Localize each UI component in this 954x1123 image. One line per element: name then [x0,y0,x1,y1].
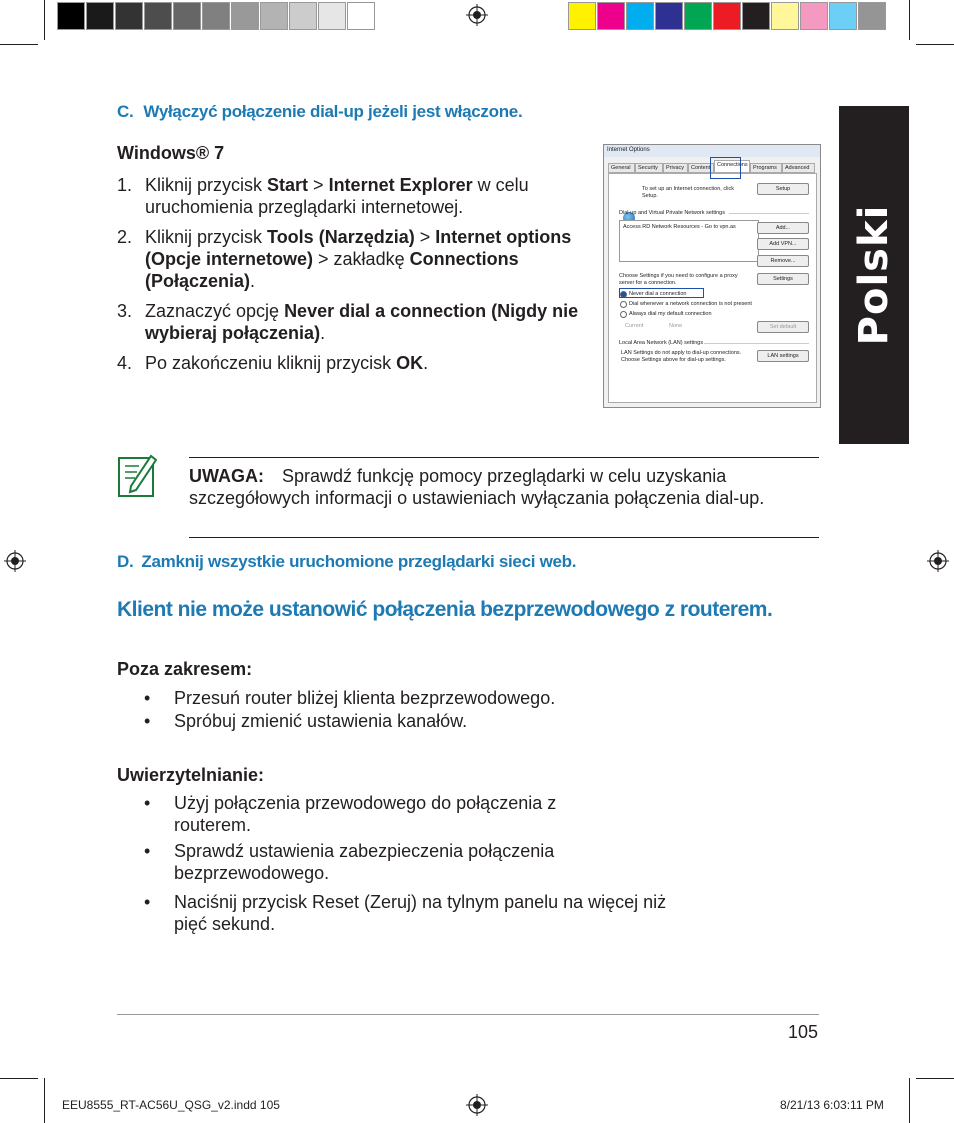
registration-mark-icon [466,4,488,26]
color-swatch [742,2,770,30]
section-d-text: Zamknij wszystkie uruchomione przeglądarki sieci web. [141,552,577,571]
add-vpn-button: Add VPN... [757,238,809,250]
connection-list-item: Access RD Network Resources - Go to vpn.as [623,224,736,230]
step-item [117,226,597,292]
color-swatch [713,2,741,30]
tab-security: Security [635,163,663,173]
color-swatch [568,2,596,30]
color-swatch [597,2,625,30]
step-emphasis: Never dial a connection (Nigdy nie wybieraj połączenia) [145,301,579,343]
main-heading: Klient nie może ustanowić połączenia bezprzewodowego z routerem. [117,598,773,621]
current-value: None [669,323,683,329]
crop-mark [916,1078,954,1079]
step-number: 4. [117,353,133,373]
note-bottom-rule [189,537,819,538]
page-number: 105 [788,1022,819,1042]
dialog-title: Internet Options [607,147,650,153]
crop-mark [44,0,45,40]
radio-dial-whenever [620,301,627,308]
add-button: Add... [757,222,809,234]
step-item [117,300,597,344]
section-d-label: D. [117,552,134,571]
settings-button: Settings [757,273,809,285]
section-c-text: Wyłączyć połączenie dial-up jeżeli jest włączone. [143,102,523,121]
step-run: Kliknij przycisk [145,175,268,195]
internet-options-screenshot [603,144,821,408]
step-run: Po zakończeniu kliknij przycisk [145,353,397,373]
tab-programs: Programs [750,163,782,173]
radio-always-dial [620,311,627,318]
crop-mark [44,1078,45,1123]
note-top-rule [189,457,819,458]
dialog-titlebar [604,145,820,157]
set-default-button: Set default [757,321,809,333]
language-tab-label: Polski [851,204,897,346]
never-dial-highlight [619,288,704,298]
tab-content: Content [688,163,714,173]
bullet-item [144,792,614,836]
setup-button: Setup [757,183,809,195]
bullet: • [144,793,151,813]
crop-mark [909,0,910,40]
color-swatch [260,2,288,30]
color-swatch [289,2,317,30]
windows-heading: Windows® 7 [117,143,225,163]
step-emphasis: Internet Explorer [328,175,473,195]
step-run: w celu uruchomienia przeglądarki internetowej. [145,175,529,217]
registration-mark-icon [4,550,26,572]
crop-mark [0,1078,38,1079]
lan-heading: Local Area Network (LAN) settings [619,340,704,346]
step-text [145,227,571,291]
slug-filename: EEU8555_RT-AC56U_QSG_v2.indd 105 [62,1098,280,1112]
step-run: Kliknij przycisk [145,227,268,247]
step-run: > zakładkę [313,249,410,269]
choose-text-2: server for a connection. [619,280,677,286]
color-swatch [231,2,259,30]
color-swatch [829,2,857,30]
step-emphasis: Connections (Połączenia) [145,249,519,291]
step-text [145,301,578,343]
registration-mark-icon [927,550,949,572]
crop-mark [916,44,954,45]
step-emphasis: Internet options (Opcje internetowe) [145,227,572,269]
bullet: • [144,688,151,708]
bullet-text: Spróbuj zmienić ustawienia kanałów. [174,711,468,731]
note-label: UWAGA: [189,466,264,486]
setup-text-1: To set up an Internet connection, click [642,186,735,192]
step-text [145,175,529,217]
tab-advanced: Advanced [782,163,815,173]
step-item [117,352,597,374]
step-number: 3. [117,301,133,321]
color-swatch [626,2,654,30]
tab-general: General [608,163,635,173]
color-swatch [173,2,201,30]
section-c-heading [117,102,522,122]
slug-timestamp: 8/21/13 6:03:11 PM [780,1098,884,1112]
connection-list [619,220,759,262]
radio-always-dial-label: Always dial my default connection [629,311,712,317]
section-c-label: C. [117,102,134,121]
color-swatch [202,2,230,30]
tab-privacy: Privacy [663,163,688,173]
step-list [117,174,597,382]
color-swatch [347,2,375,30]
step-run: > [414,227,436,247]
bullet-text: Naciśnij przycisk Reset (Zeruj) na tylnym panelu na więcej niż pięć sekund. [174,892,667,934]
note-text: Sprawdź funkcję pomocy przeglądarki w celu uzyskania szczegółowych informacji o ustawieniach wyłączania połączenia dial-up. [189,466,765,508]
step-number: 2. [117,227,133,247]
dialup-heading: Dial-up and Virtual Private Network settings [619,210,725,216]
step-run: . [423,353,429,373]
color-swatch [144,2,172,30]
bullet-item [144,840,614,884]
color-swatch [655,2,683,30]
color-swatch [858,2,886,30]
setup-text-2: Setup. [642,193,658,199]
connections-tab-highlight [710,157,741,179]
color-swatch [771,2,799,30]
bullet-item [144,687,704,709]
divider [729,213,809,214]
bullet-text: Sprawdź ustawienia zabezpieczenia połączenia bezprzewodowego. [174,841,555,883]
color-swatch [57,2,85,30]
step-run: Zaznaczyć opcję [145,301,285,321]
step-text [145,353,428,373]
authentication-heading: Uwierzytelnianie: [117,765,265,785]
footer-rule [117,1014,819,1015]
color-swatch [318,2,346,30]
section-d-heading [117,552,576,572]
note-block [189,465,819,509]
crop-mark [0,44,38,45]
step-run: > [308,175,329,195]
step-item [117,174,597,218]
lan-text-1: LAN Settings do not apply to dial-up connections. [621,350,742,356]
remove-button: Remove... [757,255,809,267]
bullet-item [144,710,704,732]
step-emphasis: Tools (Narzędzia) [267,227,415,247]
bullet: • [144,711,151,731]
color-swatch [86,2,114,30]
step-run: . [320,323,326,343]
out-of-range-heading: Poza zakresem: [117,659,253,679]
bullet-text: Przesuń router bliżej klienta bezprzewodowego. [174,688,556,708]
tab-connections: Connections [714,160,750,173]
color-swatch [800,2,828,30]
registration-mark-icon [466,1094,488,1116]
bullet-item [144,891,704,935]
lan-settings-button: LAN settings [757,350,809,362]
step-emphasis: Start [267,175,309,195]
bullet: • [144,841,151,861]
divider [704,343,809,344]
bullet-text: Użyj połączenia przewodowego do połączenia z routerem. [174,793,557,835]
radio-never-dial-label: Never dial a connection [629,291,687,297]
crop-mark [909,1078,910,1123]
step-number: 1. [117,175,133,195]
step-run: . [250,271,256,291]
lan-text-2: Choose Settings above for dial-up settings. [621,357,726,363]
current-label: Current [625,323,644,329]
color-swatch [684,2,712,30]
note-icon [117,452,157,498]
language-tab [839,106,909,444]
step-emphasis: OK [396,353,424,373]
color-swatch [115,2,143,30]
choose-text-1: Choose Settings if you need to configure a proxy [619,273,738,279]
radio-dial-whenever-label: Dial whenever a network connection is not present [629,301,752,307]
bullet: • [144,892,151,912]
